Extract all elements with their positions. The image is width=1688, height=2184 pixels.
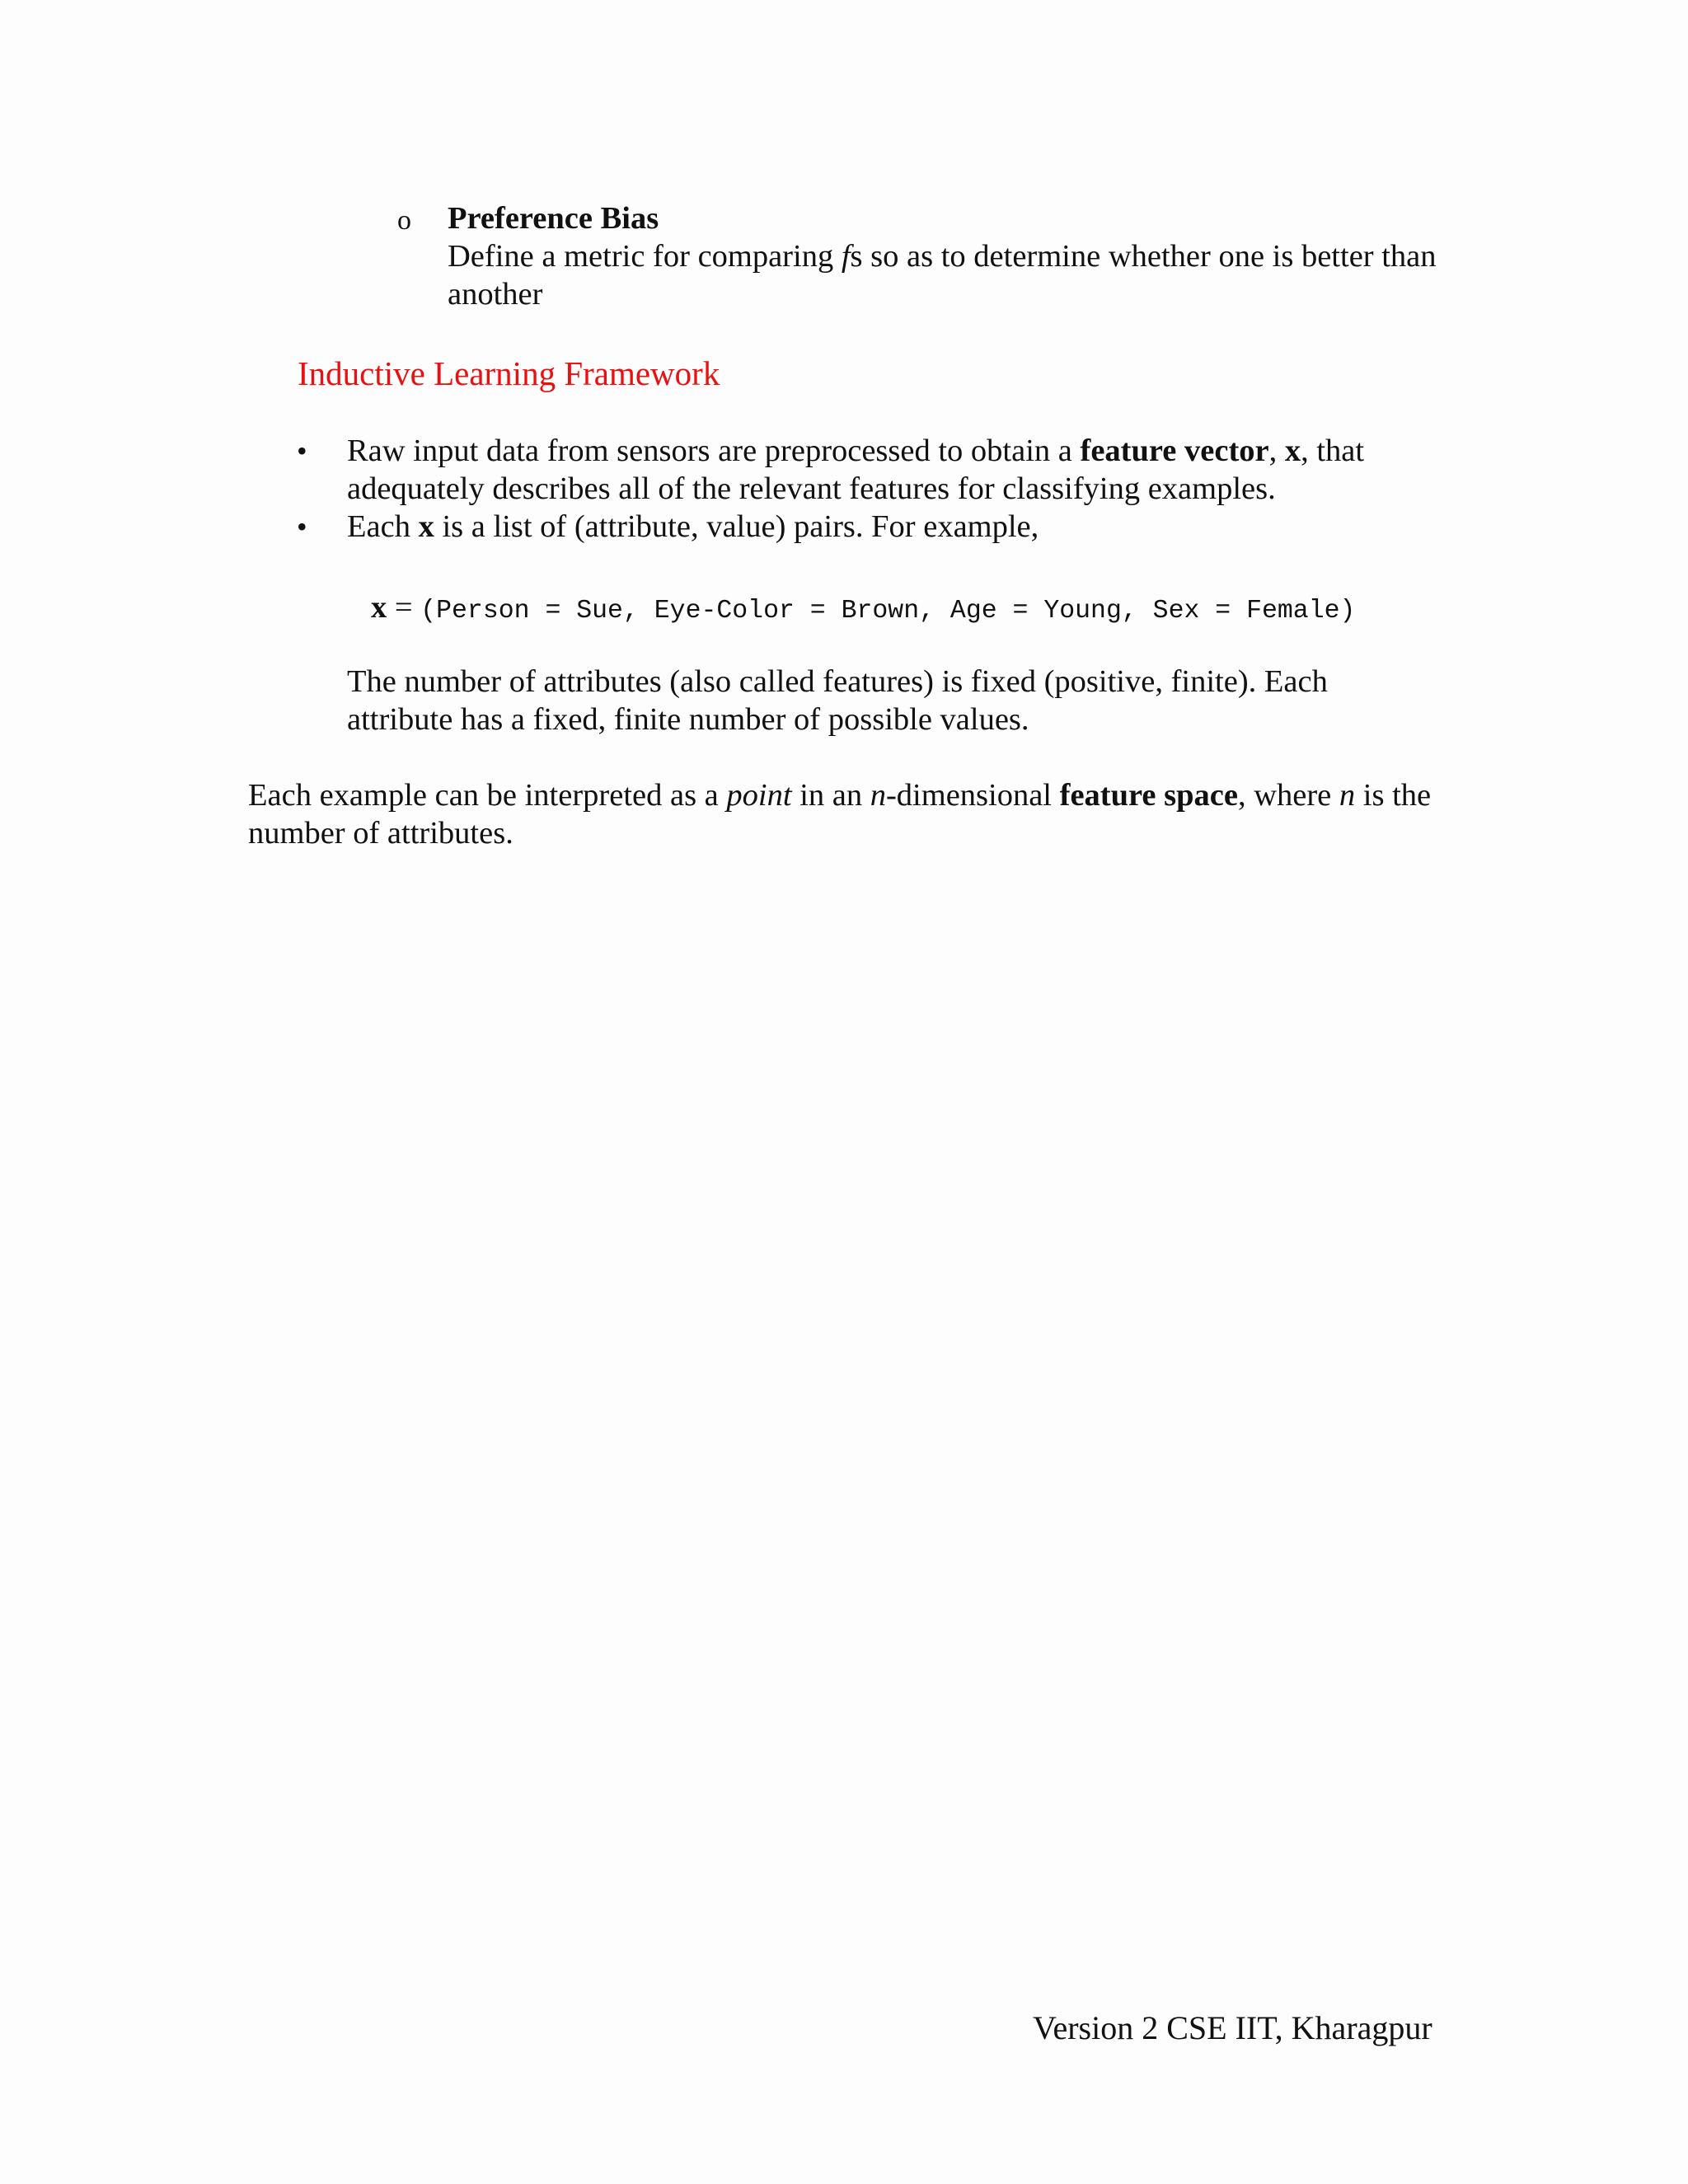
bullet-marker: •	[297, 434, 307, 467]
bullet2-bold-x: x	[418, 509, 434, 544]
fs-text-3: -dimensional	[885, 778, 1060, 813]
bullet1-bold-feature-vector: feature vector	[1080, 434, 1269, 468]
preference-bias-description	[448, 237, 1437, 313]
sub-bullet-marker: o	[397, 205, 411, 236]
fs-text-2: in an	[791, 778, 870, 813]
bullet-marker: •	[297, 510, 307, 543]
desc-f-italic: f	[841, 239, 851, 274]
fs-italic-n: n	[870, 778, 886, 813]
bullet1-text-2: ,	[1268, 434, 1285, 468]
bullet1-bold-x: x	[1284, 434, 1301, 468]
preference-bias-title: Preference Bias	[448, 201, 659, 236]
attributes-paragraph: The number of attributes (also called features) is fixed (positive, finite). Each attribute has a fixed, finite number of possible values.	[347, 664, 1328, 737]
fs-italic-point: point	[726, 778, 792, 813]
fs-text-4: , where	[1237, 778, 1339, 813]
bullet1-text-1: Raw input data from sensors are preprocessed to obtain a	[347, 434, 1081, 468]
bullet2-text-2: is a list of (attribute, value) pairs. For example,	[434, 509, 1039, 544]
fs-italic-n-2: n	[1339, 778, 1356, 813]
desc-text-1: Define a metric for comparing	[448, 239, 842, 274]
example-equals: =	[387, 590, 421, 625]
feature-space-paragraph	[248, 776, 1451, 852]
bullet-feature-vector	[347, 432, 1435, 508]
bullet-attribute-pairs	[347, 508, 1039, 546]
page-footer: Version 2 CSE IIT, Kharagpur	[1033, 2009, 1432, 2046]
section-heading: Inductive Learning Framework	[298, 354, 720, 392]
bullet2-text-1: Each	[347, 509, 419, 544]
example-feature-vector	[371, 589, 1355, 632]
example-code: (Person = Sue, Eye-Color = Brown, Age = Young, Sex = Female)	[420, 597, 1356, 626]
fs-text-1: Each example can be interpreted as a	[248, 778, 727, 813]
fs-text-5: is the number of attributes.	[248, 778, 1432, 851]
bullet1-text-3: , that adequately describes all of the relevant features for classifying examples.	[347, 434, 1365, 506]
example-variable: x	[371, 590, 387, 625]
fs-bold-feature-space: feature space	[1059, 778, 1238, 813]
desc-text-2: s so as to determine whether one is better than another	[448, 239, 1437, 312]
